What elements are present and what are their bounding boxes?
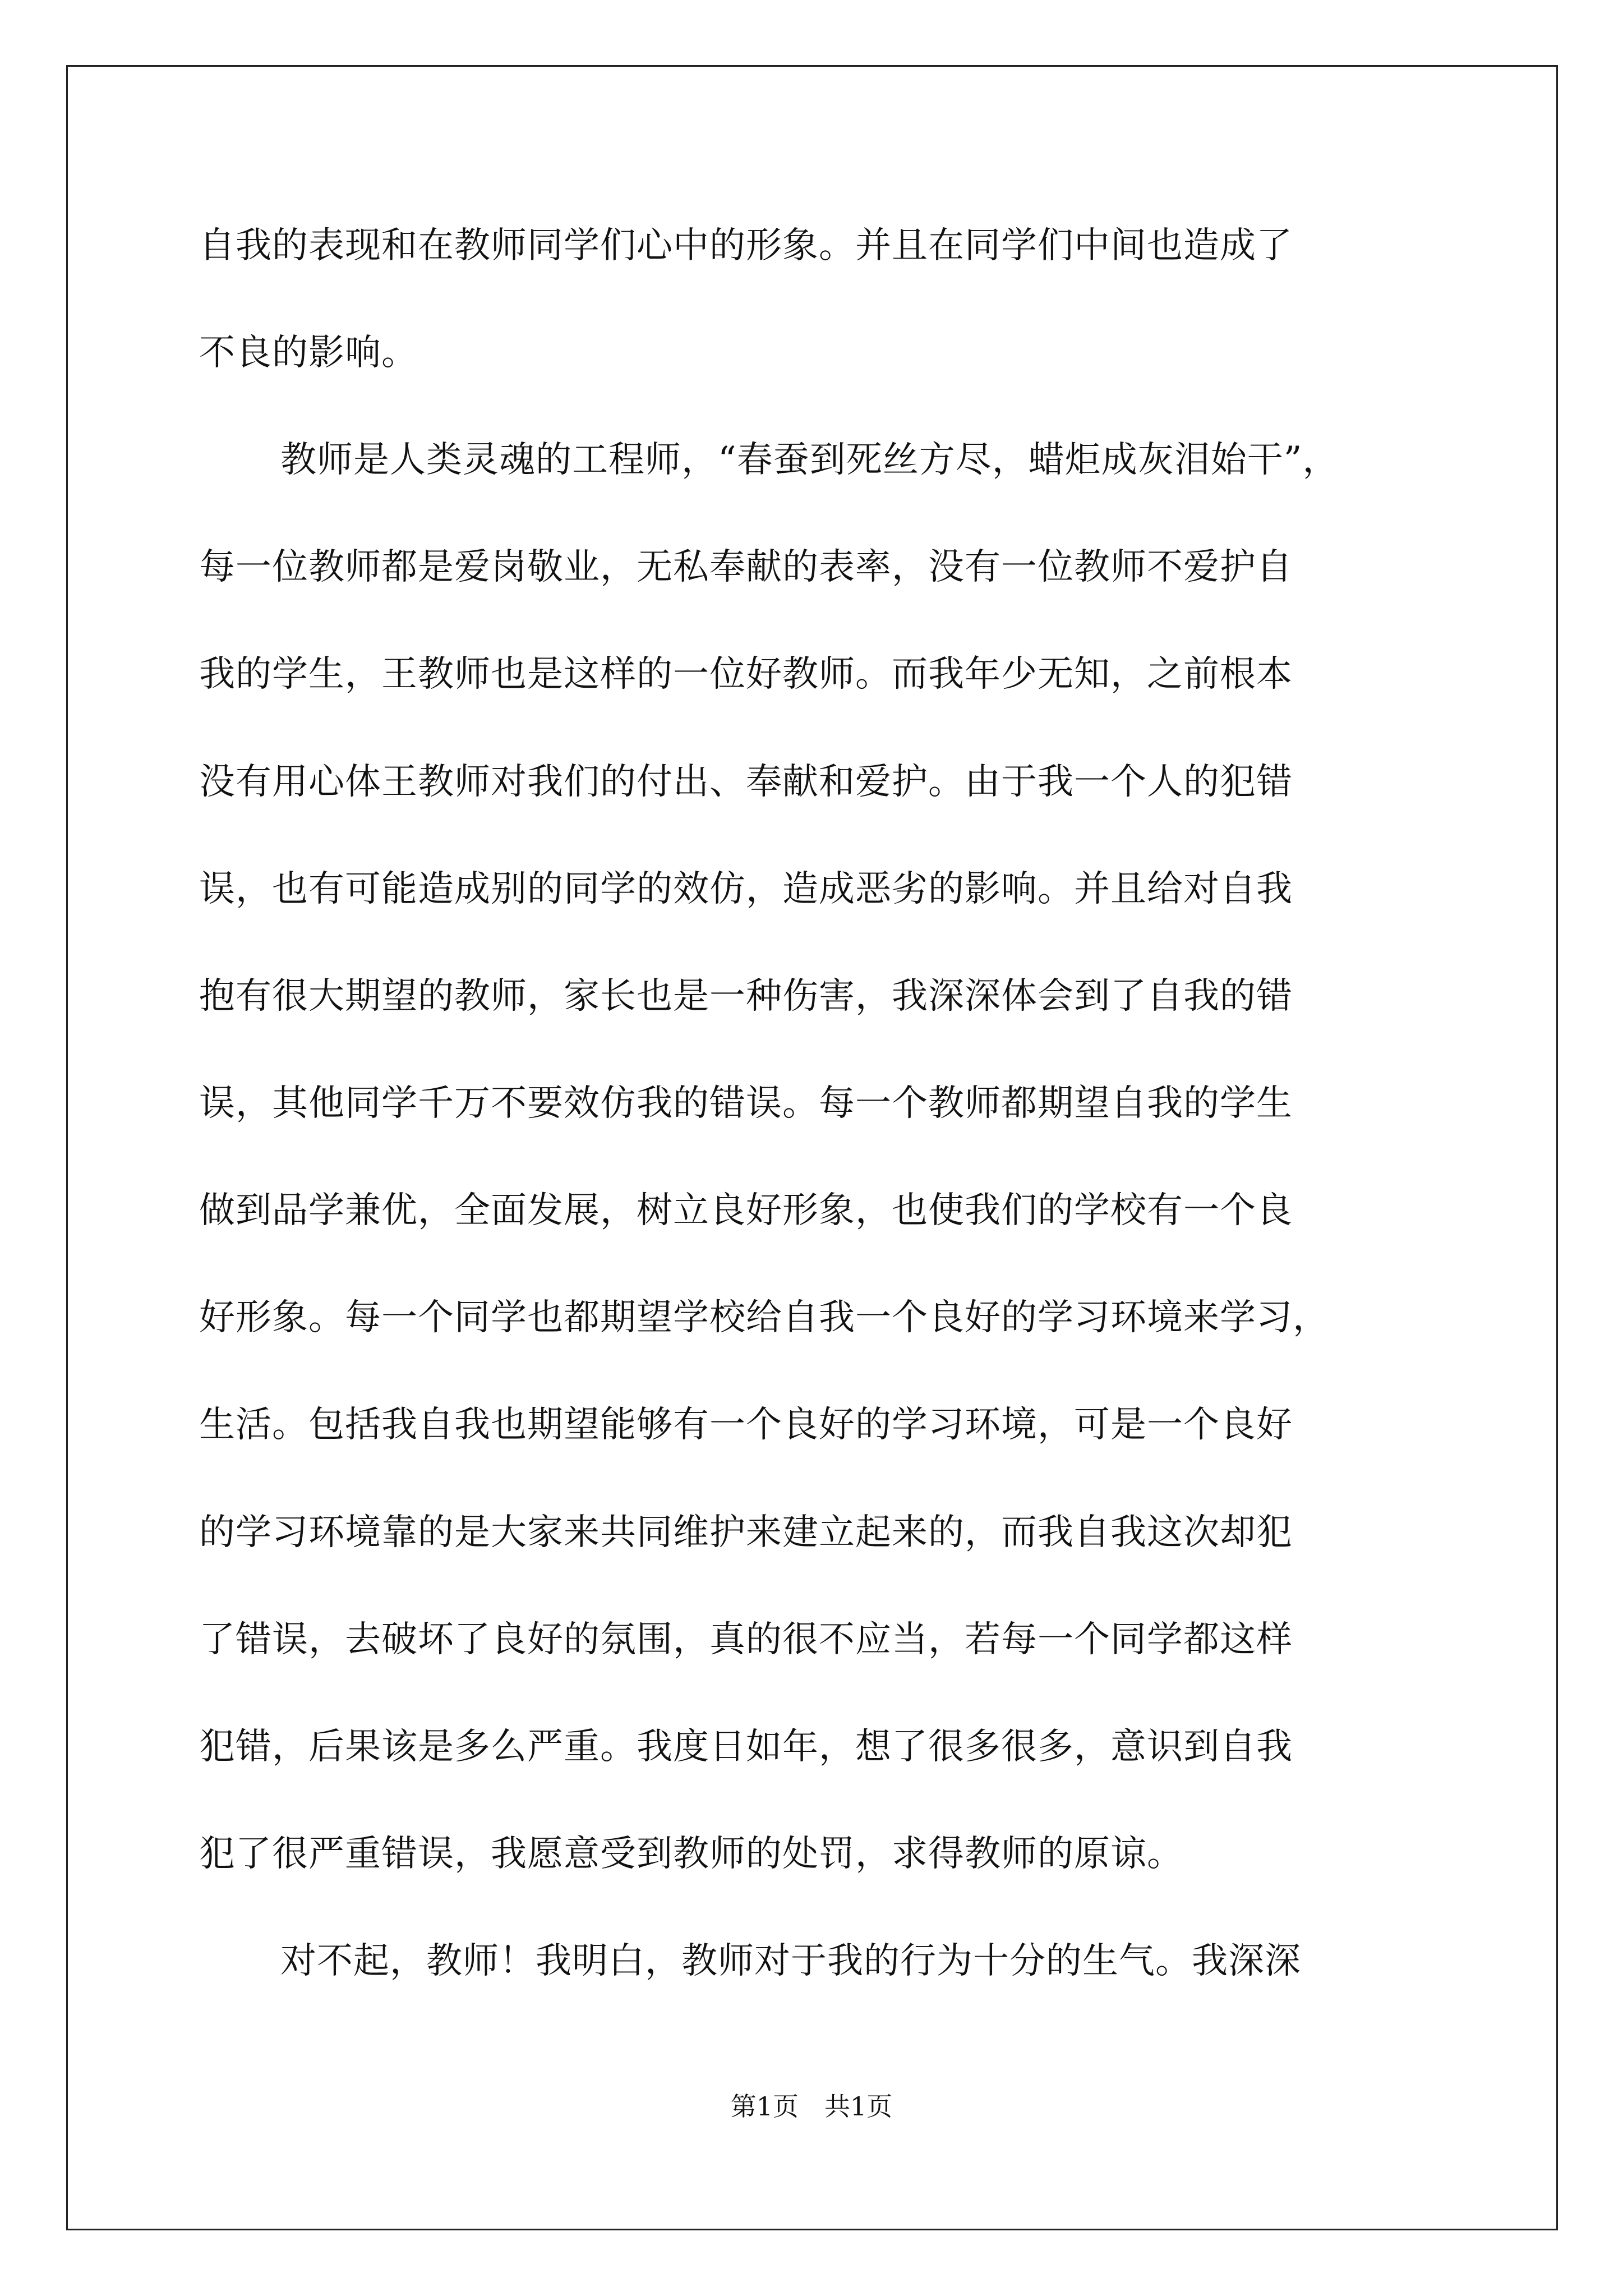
- text-line: 我的学生，王教师也是这样的一位好教师。而我年少无知，之前根本: [199, 654, 1293, 695]
- text-line: 的学习环境靠的是大家来共同维护来建立起来的，而我自我这次却犯: [199, 1512, 1293, 1553]
- text-line: 每一位教师都是爱岗敬业，无私奉献的表率，没有一位教师不爱护自: [199, 546, 1293, 588]
- text-line: 生活。包括我自我也期望能够有一个良好的学习环境，可是一个良好: [199, 1404, 1293, 1446]
- text-line: 好形象。每一个同学也都期望学校给自我一个良好的学习环境来学习，: [199, 1297, 1329, 1338]
- text-line: 误，其他同学千万不要效仿我的错误。每一个教师都期望自我的学生: [199, 1083, 1293, 1124]
- page-footer: 第1页 共1页: [730, 2091, 893, 2122]
- text-line: 了错误，去破坏了良好的氛围，真的很不应当，若每一个同学都这样: [199, 1619, 1293, 1660]
- page-border: [66, 65, 1558, 2230]
- text-line: 不良的影响。: [199, 332, 418, 374]
- text-line: 犯了很严重错误，我愿意受到教师的处罚，求得教师的原谅。: [199, 1833, 1183, 1875]
- text-line: 抱有很大期望的教师，家长也是一种伤害，我深深体会到了自我的错: [199, 976, 1293, 1017]
- text-line: 对不起，教师！我明白，教师对于我的行为十分的生气。我深深: [280, 1940, 1301, 1982]
- text-line: 教师是人类灵魂的工程师，“春蚕到死丝方尽，蜡炬成灰泪始干”，: [280, 439, 1339, 481]
- text-line: 犯错，后果该是多么严重。我度日如年，想了很多很多，意识到自我: [199, 1726, 1293, 1768]
- text-line: 误，也有可能造成别的同学的效仿，造成恶劣的影响。并且给对自我: [199, 868, 1293, 910]
- text-line: 没有用心体王教师对我们的付出、奉献和爱护。由于我一个人的犯错: [199, 761, 1293, 803]
- text-line: 自我的表现和在教师同学们心中的形象。并且在同学们中间也造成了: [199, 225, 1293, 266]
- text-line: 做到品学兼优，全面发展，树立良好形象，也使我们的学校有一个良: [199, 1190, 1293, 1231]
